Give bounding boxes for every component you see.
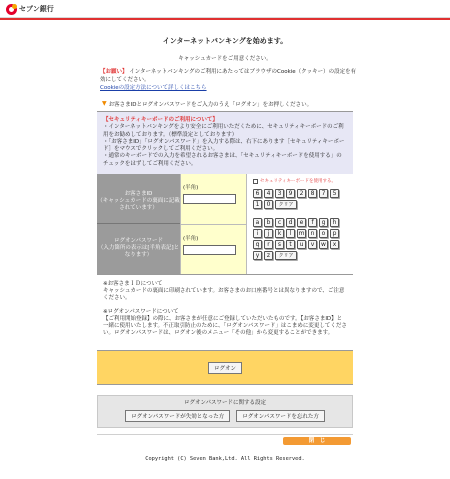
- customer-id-input[interactable]: [183, 194, 236, 204]
- keyboard-note: [97, 112, 353, 174]
- password-note: （入力箇所の表示は[半角表記]となります）: [97, 245, 180, 258]
- id-info-body: キャッシュカードの裏面に印刷されています。お客さまのお口座番号とは異なりますので、ご注意ください。: [103, 288, 345, 301]
- key-s[interactable]: s: [275, 240, 284, 249]
- use-keyboard-checkbox[interactable]: [253, 179, 258, 184]
- logon-button[interactable]: ログオン: [208, 362, 242, 374]
- password-settings-heading: ログオンパスワードに関する設定: [183, 400, 267, 406]
- triangle-icon: ▼: [102, 100, 107, 107]
- password-input-cell: [180, 224, 246, 274]
- use-keyboard-option[interactable]: [253, 178, 347, 184]
- key-z[interactable]: z: [264, 251, 273, 260]
- password-label: ログオンパスワード: [113, 238, 164, 244]
- key-v[interactable]: v: [308, 240, 317, 249]
- bank-logo: [6, 3, 54, 15]
- info-section: [97, 274, 353, 350]
- keyboard-note-line1: ・インターネットバンキングをより安全にご利用いただくために、セキュリティキーボードのご利用をお勧めしております。（標準設定としております）: [103, 124, 344, 138]
- key-0[interactable]: 0: [264, 200, 273, 209]
- logo-mark-icon: [6, 4, 17, 15]
- security-keyboard: [246, 174, 353, 274]
- pw-info-heading: ※ログオンパスワードについて: [103, 309, 179, 315]
- customer-id-input-cell: [180, 174, 246, 224]
- key-p[interactable]: p: [330, 229, 339, 238]
- forgot-password-button[interactable]: ログオンパスワードを忘れた方: [236, 410, 325, 422]
- divider: [97, 434, 353, 435]
- key-g[interactable]: g: [319, 218, 328, 227]
- instruction-text: お客さまIDとログオンパスワードをご入力のうえ「ログオン」をお押しください。: [108, 102, 313, 108]
- key-o[interactable]: o: [319, 229, 328, 238]
- close-button[interactable]: 閉 じ: [283, 437, 351, 445]
- page-subtitle: キャッシュカードをご用意ください。: [178, 56, 272, 62]
- key-r[interactable]: r: [264, 240, 273, 249]
- key-7[interactable]: 7: [319, 189, 328, 198]
- key-3[interactable]: 3: [275, 189, 284, 198]
- notice-label: 【お願い】: [100, 69, 128, 75]
- key-f[interactable]: f: [308, 218, 317, 227]
- password-input[interactable]: [183, 245, 236, 255]
- notice-text: インターネットバンキングのご利用にあたってはブラウザのCookie（クッキー）の設定を有効にしてください。: [100, 69, 357, 83]
- alpha-keypad: [253, 218, 345, 260]
- key-q[interactable]: q: [253, 240, 262, 249]
- key-y[interactable]: y: [253, 251, 262, 260]
- copyright: Copyright (C) Seven Bank,Ltd. All Rights Reserved.: [145, 456, 305, 462]
- header: [0, 0, 450, 18]
- bank-name: セブン銀行: [19, 5, 54, 13]
- keyboard-note-heading: 【セキュリティキーボードのご利用について】: [103, 117, 218, 123]
- customer-id-note: （キャッシュカードの裏面に記載されています）: [97, 198, 180, 211]
- key-k[interactable]: k: [275, 229, 284, 238]
- clear-key-alpha[interactable]: クリア: [275, 251, 297, 260]
- password-hint: (半角): [183, 236, 199, 242]
- clear-key[interactable]: クリア: [275, 200, 297, 209]
- key-j[interactable]: j: [264, 229, 273, 238]
- cookie-help-link[interactable]: Cookieの設定方法について詳しくはこちら: [100, 85, 207, 91]
- instruction: [97, 95, 353, 112]
- key-a[interactable]: a: [253, 218, 262, 227]
- customer-id-hint: (半角): [183, 185, 199, 191]
- key-c[interactable]: c: [275, 218, 284, 227]
- key-d[interactable]: d: [286, 218, 295, 227]
- expired-password-button[interactable]: ログオンパスワードが失効となった方: [125, 410, 230, 422]
- id-info-heading: ※お客さまＩＤについて: [103, 281, 163, 287]
- keyboard-note-line3: ・通常のキーボードでの入力を希望されるお客さまは、「セキュリティキーボードを使用する」のチェックをはずしてご利用ください。: [103, 153, 342, 167]
- keyboard-note-line2: ・「お客さまID」「ログオンパスワード」を入力する際は、右下にあります［セキュリティキーボード］をマウスでクリックしてご利用ください。: [103, 138, 345, 153]
- key-l[interactable]: l: [286, 229, 295, 238]
- key-t[interactable]: t: [286, 240, 295, 249]
- key-b[interactable]: b: [264, 218, 273, 227]
- pw-info-body: 【ご利用開始登録】の際に、お客さまが任意にご登録していただいたものです。【お客さまID】と一緒に使用いたします。不正取引防止のために、「ログオンパスワード」はこまめに変更してください。ログオンパスワードは、ログオン後のメニュー「その他」から変更することができます。: [103, 316, 347, 336]
- key-i[interactable]: i: [253, 229, 262, 238]
- key-n[interactable]: n: [308, 229, 317, 238]
- key-e[interactable]: e: [297, 218, 306, 227]
- key-2[interactable]: 2: [297, 189, 306, 198]
- use-keyboard-label: セキュリティキーボードを使用する。: [260, 179, 337, 184]
- key-9[interactable]: 9: [286, 189, 295, 198]
- page-title: インターネットバンキングを始めます。: [162, 37, 288, 45]
- key-m[interactable]: m: [298, 230, 305, 237]
- customer-id-label-cell: [97, 174, 180, 224]
- key-x[interactable]: x: [330, 240, 339, 249]
- key-4[interactable]: 4: [264, 189, 273, 198]
- key-1[interactable]: 1: [253, 200, 262, 209]
- header-accent-bar: [0, 18, 450, 20]
- key-h[interactable]: h: [330, 218, 339, 227]
- key-u[interactable]: u: [297, 240, 306, 249]
- logon-bar: [97, 350, 353, 384]
- password-settings-buttons: [97, 410, 353, 422]
- key-w[interactable]: w: [319, 240, 328, 249]
- numeric-keypad: [253, 189, 345, 209]
- key-6[interactable]: 6: [253, 189, 262, 198]
- key-5[interactable]: 5: [330, 189, 339, 198]
- password-label-cell: [97, 224, 180, 274]
- customer-id-label: お客さまID: [124, 191, 153, 197]
- key-8[interactable]: 8: [308, 189, 317, 198]
- cookie-notice: [100, 68, 360, 92]
